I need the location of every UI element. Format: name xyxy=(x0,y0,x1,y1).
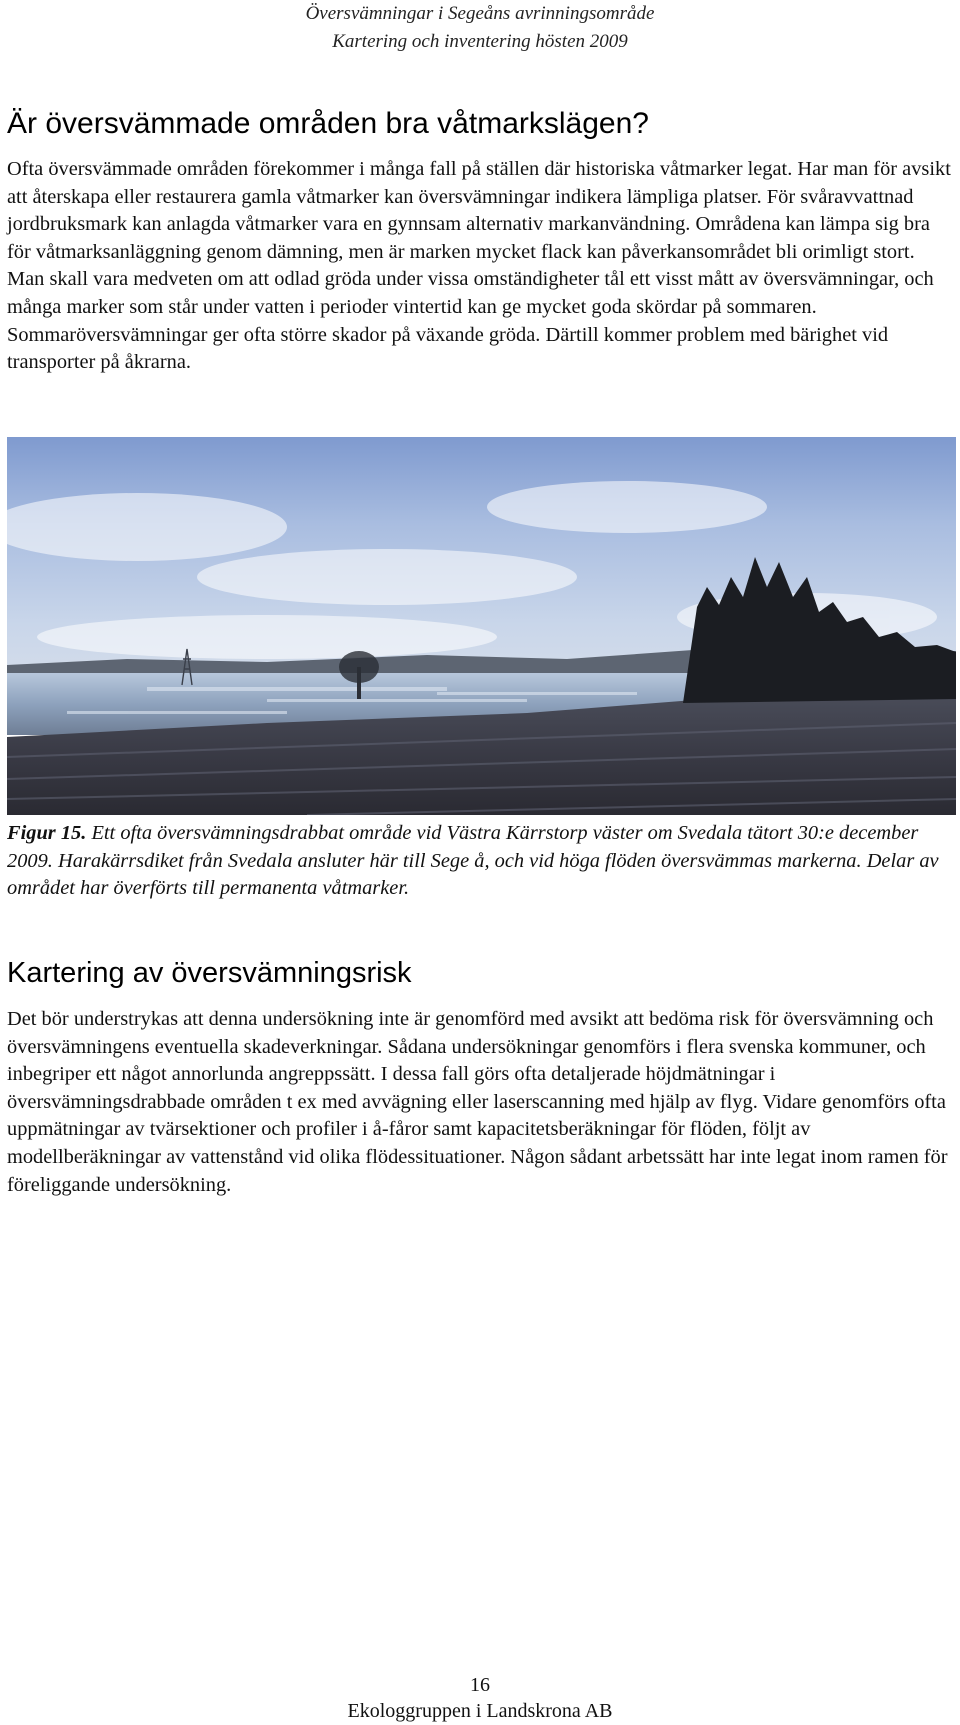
header-subtitle: Kartering och inventering hösten 2009 xyxy=(332,31,628,52)
section-heading-wetlands: Är översvämmade områden bra våtmarkslägen? xyxy=(7,107,649,140)
footer-company: Ekologgruppen i Landskrona AB xyxy=(347,1700,613,1722)
section-heading-flood-risk: Kartering av översvämningsrisk xyxy=(7,957,412,989)
running-header xyxy=(0,0,960,56)
section-paragraph-wetlands: Ofta översvämmade områden förekommer i många fall på ställen där historiska våtmarker legat. Har man för avsikt att återskapa eller restaurera gamla våtmarker kan översvämningar indikera lämpliga platser. För svåravvattnad jordbruksmark kan anlagda våtmarker vara en gynnsam alternativ markanvändning. Områdena kan lämpa sig bra för våtmarksanläggning genom dämning, men är marken mycket flack kan påverkansområdet bli orimligt stort. Man skall vara medveten om att odlad gröda under vissa omständigheter tål ett visst mått av översvämningar, och många marker som står under vatten i perioder vintertid kan ge mycket goda skördar på sommaren. Sommaröversvämningar ger ofta större skador på växande gröda. Därtill kommer problem med bärighet vid transporter på åkrarna. xyxy=(7,158,951,374)
figure-label: Figur 15. xyxy=(7,822,87,844)
page-number: 16 xyxy=(470,1674,490,1696)
figure-caption xyxy=(7,820,957,903)
flooded-field-photo xyxy=(7,437,956,815)
section-paragraph-flood-risk: Det bör understrykas att denna undersökning inte är genomförd med avsikt att bedöma risk för översvämning och översvämningens eventuella skadeverkningar. Sådana undersökningar genomförs i flera svenska kommuner, och inbegriper ett något annorlunda angreppssätt. I dessa fall görs ofta detaljerade höjdmätningar i översvämningsdrabbade områden t ex med avvägning eller laserscanning med hjälp av flyg. Vidare genomförs ofta uppmätningar av tvärsektioner och profiler i å-fåror samt kapacitetsberäkningar för flöden, följt av modellberäkningar av vattenstånd vid olika flödessituationer. Någon sådant arbetssätt har inte legat inom ramen för föreliggande undersökning. xyxy=(7,1008,948,1196)
figure-caption-text: Ett ofta översvämningsdrabbat område vid Västra Kärrstorp väster om Svedala tätort 30:e december 2009. Harakärrsdiket från Svedala ansluter här till Sege å, och vid höga flöden översvämmas markerna. Delar av området har överförts till permanenta våtmarker. xyxy=(7,822,939,900)
header-title: Översvämningar i Segeåns avrinningsområde xyxy=(305,3,655,24)
